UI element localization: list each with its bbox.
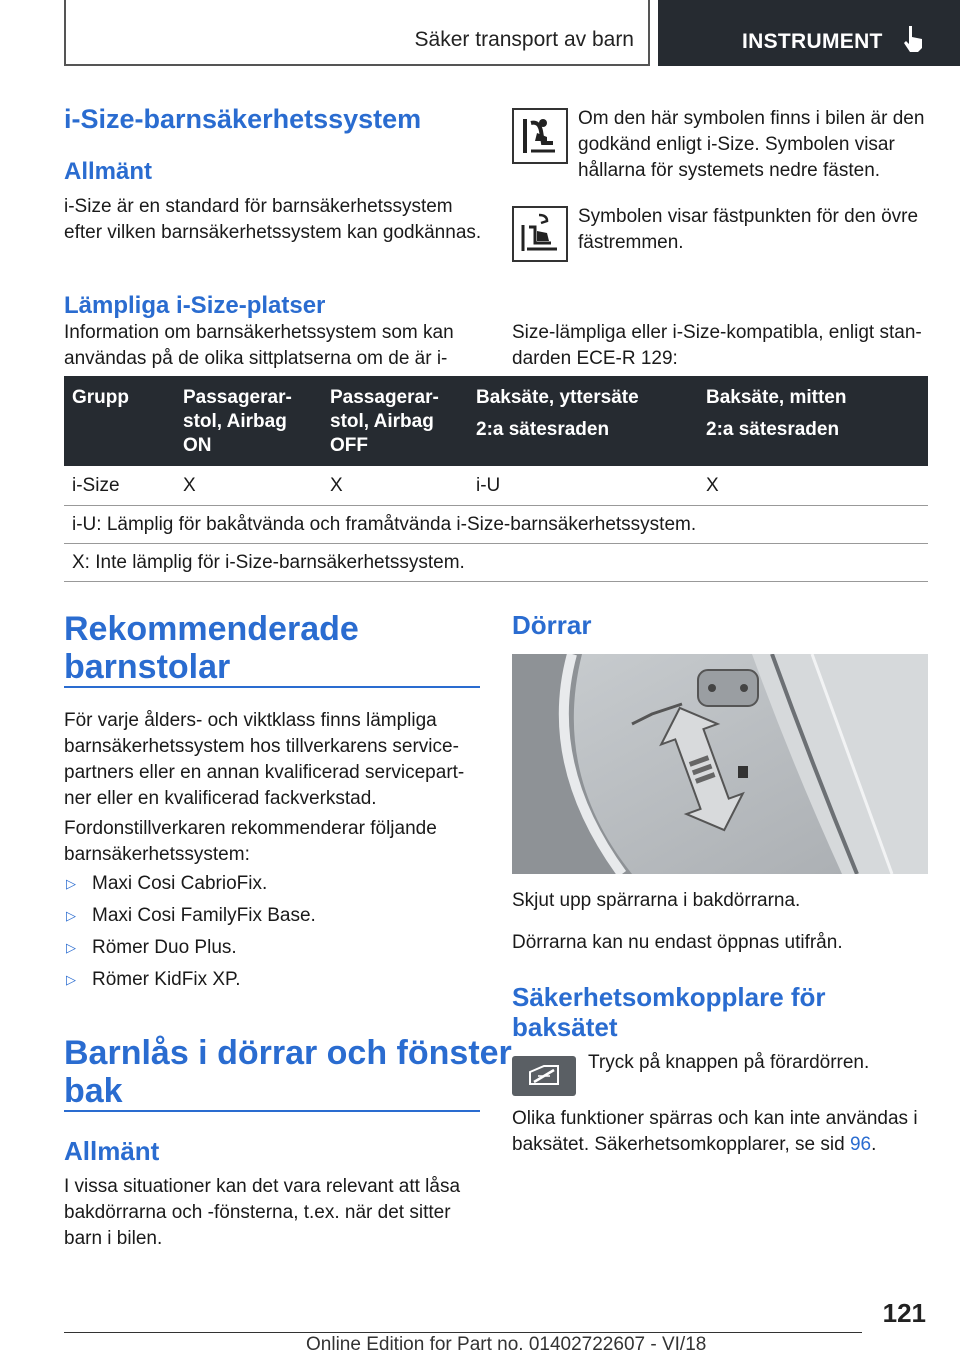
table-cell: X (330, 474, 343, 496)
table-cell: X (183, 474, 196, 496)
table-cell: i-Size (72, 474, 120, 496)
safety-switch-text: Olika funktioner spärras och kan inte användas i baksätet. Säkerhetsomkopplarer, se sid 96. (512, 1108, 918, 1155)
bullet-triangle-icon: ▷ (66, 972, 76, 987)
table-cell: i-U (476, 474, 501, 496)
childlock-title: Barnlås i dörrar och fönster bak (64, 1034, 512, 1110)
safety-switch-icon-text: Tryck på knappen på förardörren. (588, 1052, 870, 1073)
table-row (64, 466, 928, 506)
childlock-general-heading: Allmänt (64, 1136, 160, 1166)
bullet-triangle-icon: ▷ (66, 908, 76, 923)
doors-text1: Skjut upp spärrarna i bakdörrarna. (512, 890, 801, 911)
pointing-hand-icon (898, 24, 928, 54)
isize-symbol1-text: Om den här symbolen finns i bilen är den godkänd enligt i-Size. Symbolen visar hållarna för systemets nedre fästen. (578, 108, 925, 181)
isize-positions-table (64, 376, 928, 582)
suitable-left-text: Information om barnsäkerhetssystem som kan användas på de olika sittplatserna om de är i- (64, 322, 454, 369)
safety-switch-heading: Säkerhetsomkopplare för baksätet (512, 982, 826, 1042)
recommended-para1: För varje ålders- och viktklass finns lämpliga barnsäkerhetssystem hos tillverkarens service- partners eller en annan kvalificerad servicepart- ner eller en kvalificerad fackverkstad. (64, 710, 465, 809)
suitable-right-text: Size-lämpliga eller i-Size-kompatibla, enligt stan- darden ECE-R 129: (512, 322, 922, 369)
header-section-title: INSTRUMENT (742, 30, 883, 53)
list-item: ▷ Römer Duo Plus. (64, 932, 484, 964)
suitable-heading: Lämpliga i-Size-platser (64, 292, 326, 319)
list-item: ▷ Maxi Cosi FamilyFix Base. (64, 900, 484, 932)
recommended-para2: Fordonstillverkaren rekommenderar följande barnsäkerhetssystem: (64, 818, 437, 865)
bullet-triangle-icon: ▷ (66, 940, 76, 955)
table-note: i-U: Lämplig för bakåtvända och framåtvända i-Size-barnsäkerhetssystem. (64, 506, 928, 544)
top-tether-symbol-icon (512, 206, 568, 262)
doors-heading: Dörrar (512, 610, 592, 640)
header-section-tab[interactable] (658, 0, 960, 66)
isize-general-text: i-Size är en standard för barnsäkerhetssystem efter vilken barnsäkerhetssystem kan godkännas. (64, 196, 482, 243)
table-header-cell: Passagerar- stol, Airbag ON (183, 387, 292, 456)
childlock-text: I vissa situationer kan det vara relevant att låsa bakdörrarna och -fönsterna, t.ex. när det sitter barn i bilen. (64, 1176, 461, 1249)
page-number: 121 (882, 1298, 926, 1328)
header-chapter-title: Säker transport av barn (414, 28, 634, 51)
window-lock-button-icon (512, 1056, 576, 1096)
section-divider (64, 686, 480, 688)
table-header-cell: Passagerar- stol, Airbag OFF (330, 387, 439, 456)
isize-seat-symbol-icon (512, 108, 568, 164)
doors-text2: Dörrarna kan nu endast öppnas utifrån. (512, 932, 843, 953)
table-header-cell: Baksäte, yttersäte 2:a sätesraden (476, 387, 639, 440)
page-reference-link[interactable]: 96 (849, 1134, 872, 1155)
isize-title: i-Size-barnsäkerhetssystem (64, 104, 422, 134)
list-item: ▷ Maxi Cosi CabrioFix. (64, 868, 484, 900)
table-note: X: Inte lämplig för i-Size-barnsäkerhetssystem. (64, 544, 928, 582)
list-item: ▷ Römer KidFix XP. (64, 964, 484, 996)
door-lock-photo (512, 654, 928, 874)
bullet-triangle-icon: ▷ (66, 876, 76, 891)
isize-general-heading: Allmänt (64, 158, 153, 185)
table-header-row (64, 376, 928, 466)
header-chapter-box (64, 0, 650, 66)
footer-edition-text: Online Edition for Part no. 01402722607 - VI/18 (306, 1334, 707, 1355)
table-cell: X (706, 474, 719, 496)
section-divider (64, 1110, 480, 1112)
recommended-title: Rekommenderade barnstolar (64, 610, 359, 686)
footer-divider (64, 1332, 862, 1333)
table-header-cell: Grupp (72, 387, 129, 408)
table-header-cell: Baksäte, mitten 2:a sätesraden (706, 387, 847, 440)
recommended-list (64, 868, 484, 996)
isize-symbol2-text: Symbolen visar fästpunkten för den övre fästremmen. (578, 206, 919, 253)
